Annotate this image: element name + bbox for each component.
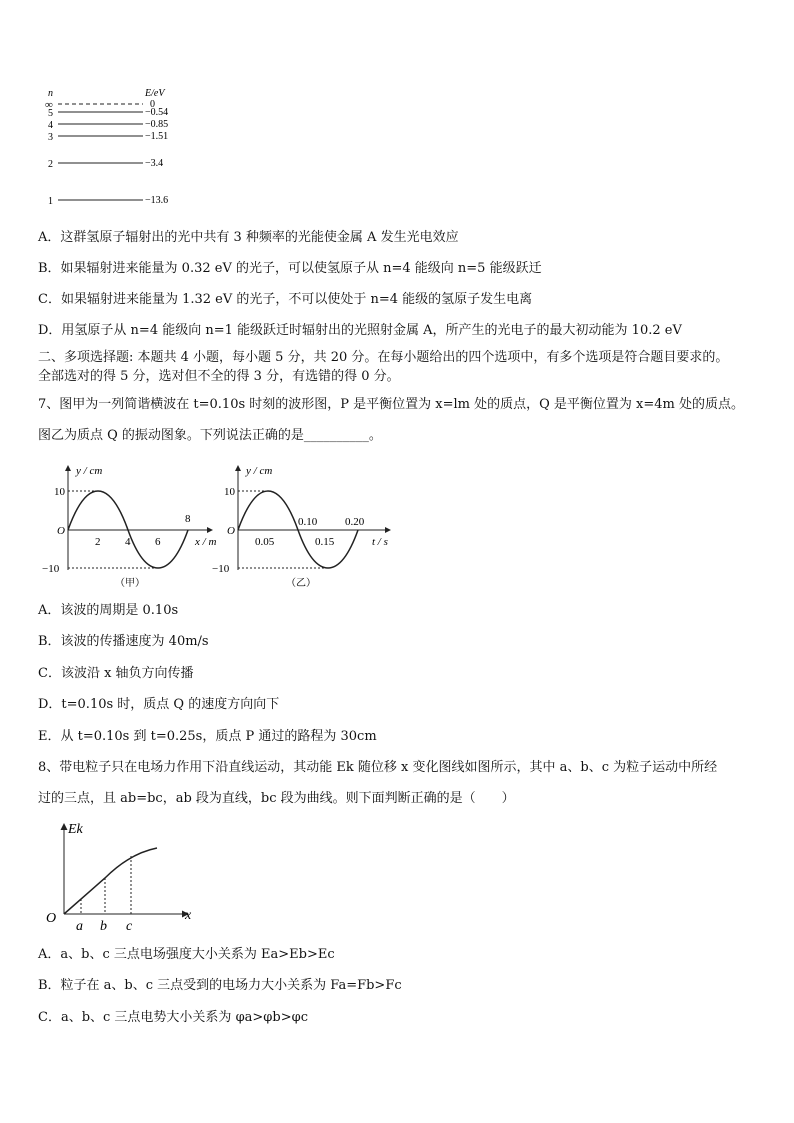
q7-option-c: C．该波沿 x 轴负方向传播 (38, 666, 194, 681)
vibration-graph (208, 460, 398, 590)
q6-option-c: C．如果辐射进来能量为 1.32 eV 的光子，不可以使处于 n=4 能级的氢原子发生电离 (38, 292, 533, 307)
y-axis-label: y / cm (76, 465, 103, 477)
q7-option-a: A．该波的周期是 0.10s (38, 603, 179, 618)
x-tick: 0.15 (315, 536, 335, 548)
origin-label: O (227, 525, 235, 537)
level-label: 1 (48, 196, 53, 207)
e-header: E/eV (145, 88, 165, 99)
ek-x-graph (42, 818, 202, 936)
graph-caption: （乙） (286, 578, 316, 589)
q7-stem-line2: 图乙为质点 Q 的振动图象。下列说法正确的是__________。 (38, 428, 382, 443)
q6-option-b: B．如果辐射进来能量为 0.32 eV 的光子，可以使氢原子从 n=4 能级向 n=5 能级跃迁 (38, 261, 542, 276)
q8-stem-line1: 8、带电粒子只在电场力作用下沿直线运动，其动能 Ek 随位移 x 变化图线如图所示，其中 a、b、c 为粒子运动中所经 (38, 760, 718, 775)
y-min-label: −10 (212, 563, 230, 575)
wave-graph (40, 460, 220, 590)
x-axis-label: t / s (372, 536, 388, 548)
x-tick: 0.10 (298, 516, 318, 528)
q6-option-d: D．用氢原子从 n=4 能级向 n=1 能级跃迁时辐射出的光照射金属 A，所产生的光电子的最大初动能为 10.2 eV (38, 323, 682, 338)
level-energy: −0.54 (145, 107, 169, 118)
origin-label: O (57, 525, 65, 537)
level-energy: −1.51 (145, 131, 169, 142)
x-tick: 2 (95, 536, 101, 548)
x-tick: 0.05 (255, 536, 275, 548)
q7-option-d: D．t=0.10s 时，质点 Q 的速度方向向下 (38, 697, 280, 712)
point-a-label: a (76, 919, 83, 934)
q7-stem-line1: 7、图甲为一列简谐横波在 t=0.10s 时刻的波形图，P 是平衡位置为 x=lm 处的质点，Q 是平衡位置为 x=4m 处的质点。 (38, 397, 744, 412)
point-b-label: b (100, 919, 107, 934)
q7-option-e: E．从 t=0.10s 到 t=0.25s，质点 P 通过的路程为 30cm (38, 729, 377, 744)
level-label: 5 (48, 108, 53, 119)
origin-label: O (46, 911, 57, 926)
level-label: 2 (48, 159, 53, 170)
q8-option-c: C．a、b、c 三点电势大小关系为 φa>φb>φc (38, 1010, 309, 1025)
n-header: n (48, 88, 53, 99)
graph-caption: （甲） (115, 578, 145, 589)
level-label: 3 (48, 132, 53, 143)
q6-option-a: A．这群氢原子辐射出的光中共有 3 种频率的光能使金属 A 发生光电效应 (38, 230, 459, 245)
energy-level-diagram (38, 86, 178, 208)
section2-instructions-line2: 全部选对的得 5 分，选对但不全的得 3 分，有选错的得 0 分。 (38, 369, 400, 384)
level-energy: −3.4 (145, 158, 164, 169)
x-axis-label: x (185, 908, 192, 923)
level-label: 4 (48, 120, 53, 131)
x-tick: 6 (155, 536, 161, 548)
x-tick: 8 (185, 513, 191, 525)
x-tick: 0.20 (345, 516, 365, 528)
level-energy: −13.6 (145, 195, 169, 206)
q8-stem-line2: 过的三点，且 ab=bc，ab 段为直线，bc 段为曲线。则下面判断正确的是（ ） (38, 791, 515, 806)
section2-instructions-line1: 二、多项选择题: 本题共 4 小题，每小题 5 分，共 20 分。在每小题给出的四个选项中，有多个选项是符合题目要求的。 (38, 350, 729, 365)
level-label: ∞ (45, 99, 53, 111)
level-energy: 0 (150, 99, 155, 110)
x-tick: 4 (125, 536, 131, 548)
y-axis-label: y / cm (246, 465, 273, 477)
y-max-label: 10 (54, 486, 65, 498)
q8-option-b: B．粒子在 a、b、c 三点受到的电场力大小关系为 Fa=Fb>Fc (38, 978, 402, 993)
y-min-label: −10 (42, 563, 60, 575)
ek-curve (64, 848, 157, 914)
y-axis-label: Ek (68, 822, 83, 837)
x-axis-label: x / m (195, 536, 217, 548)
level-energy: −0.85 (145, 119, 169, 130)
point-c-label: c (126, 919, 133, 934)
q8-option-a: A．a、b、c 三点电场强度大小关系为 Ea>Eb>Ec (38, 947, 335, 962)
q7-option-b: B．该波的传播速度为 40m/s (38, 634, 209, 649)
y-max-label: 10 (224, 486, 235, 498)
